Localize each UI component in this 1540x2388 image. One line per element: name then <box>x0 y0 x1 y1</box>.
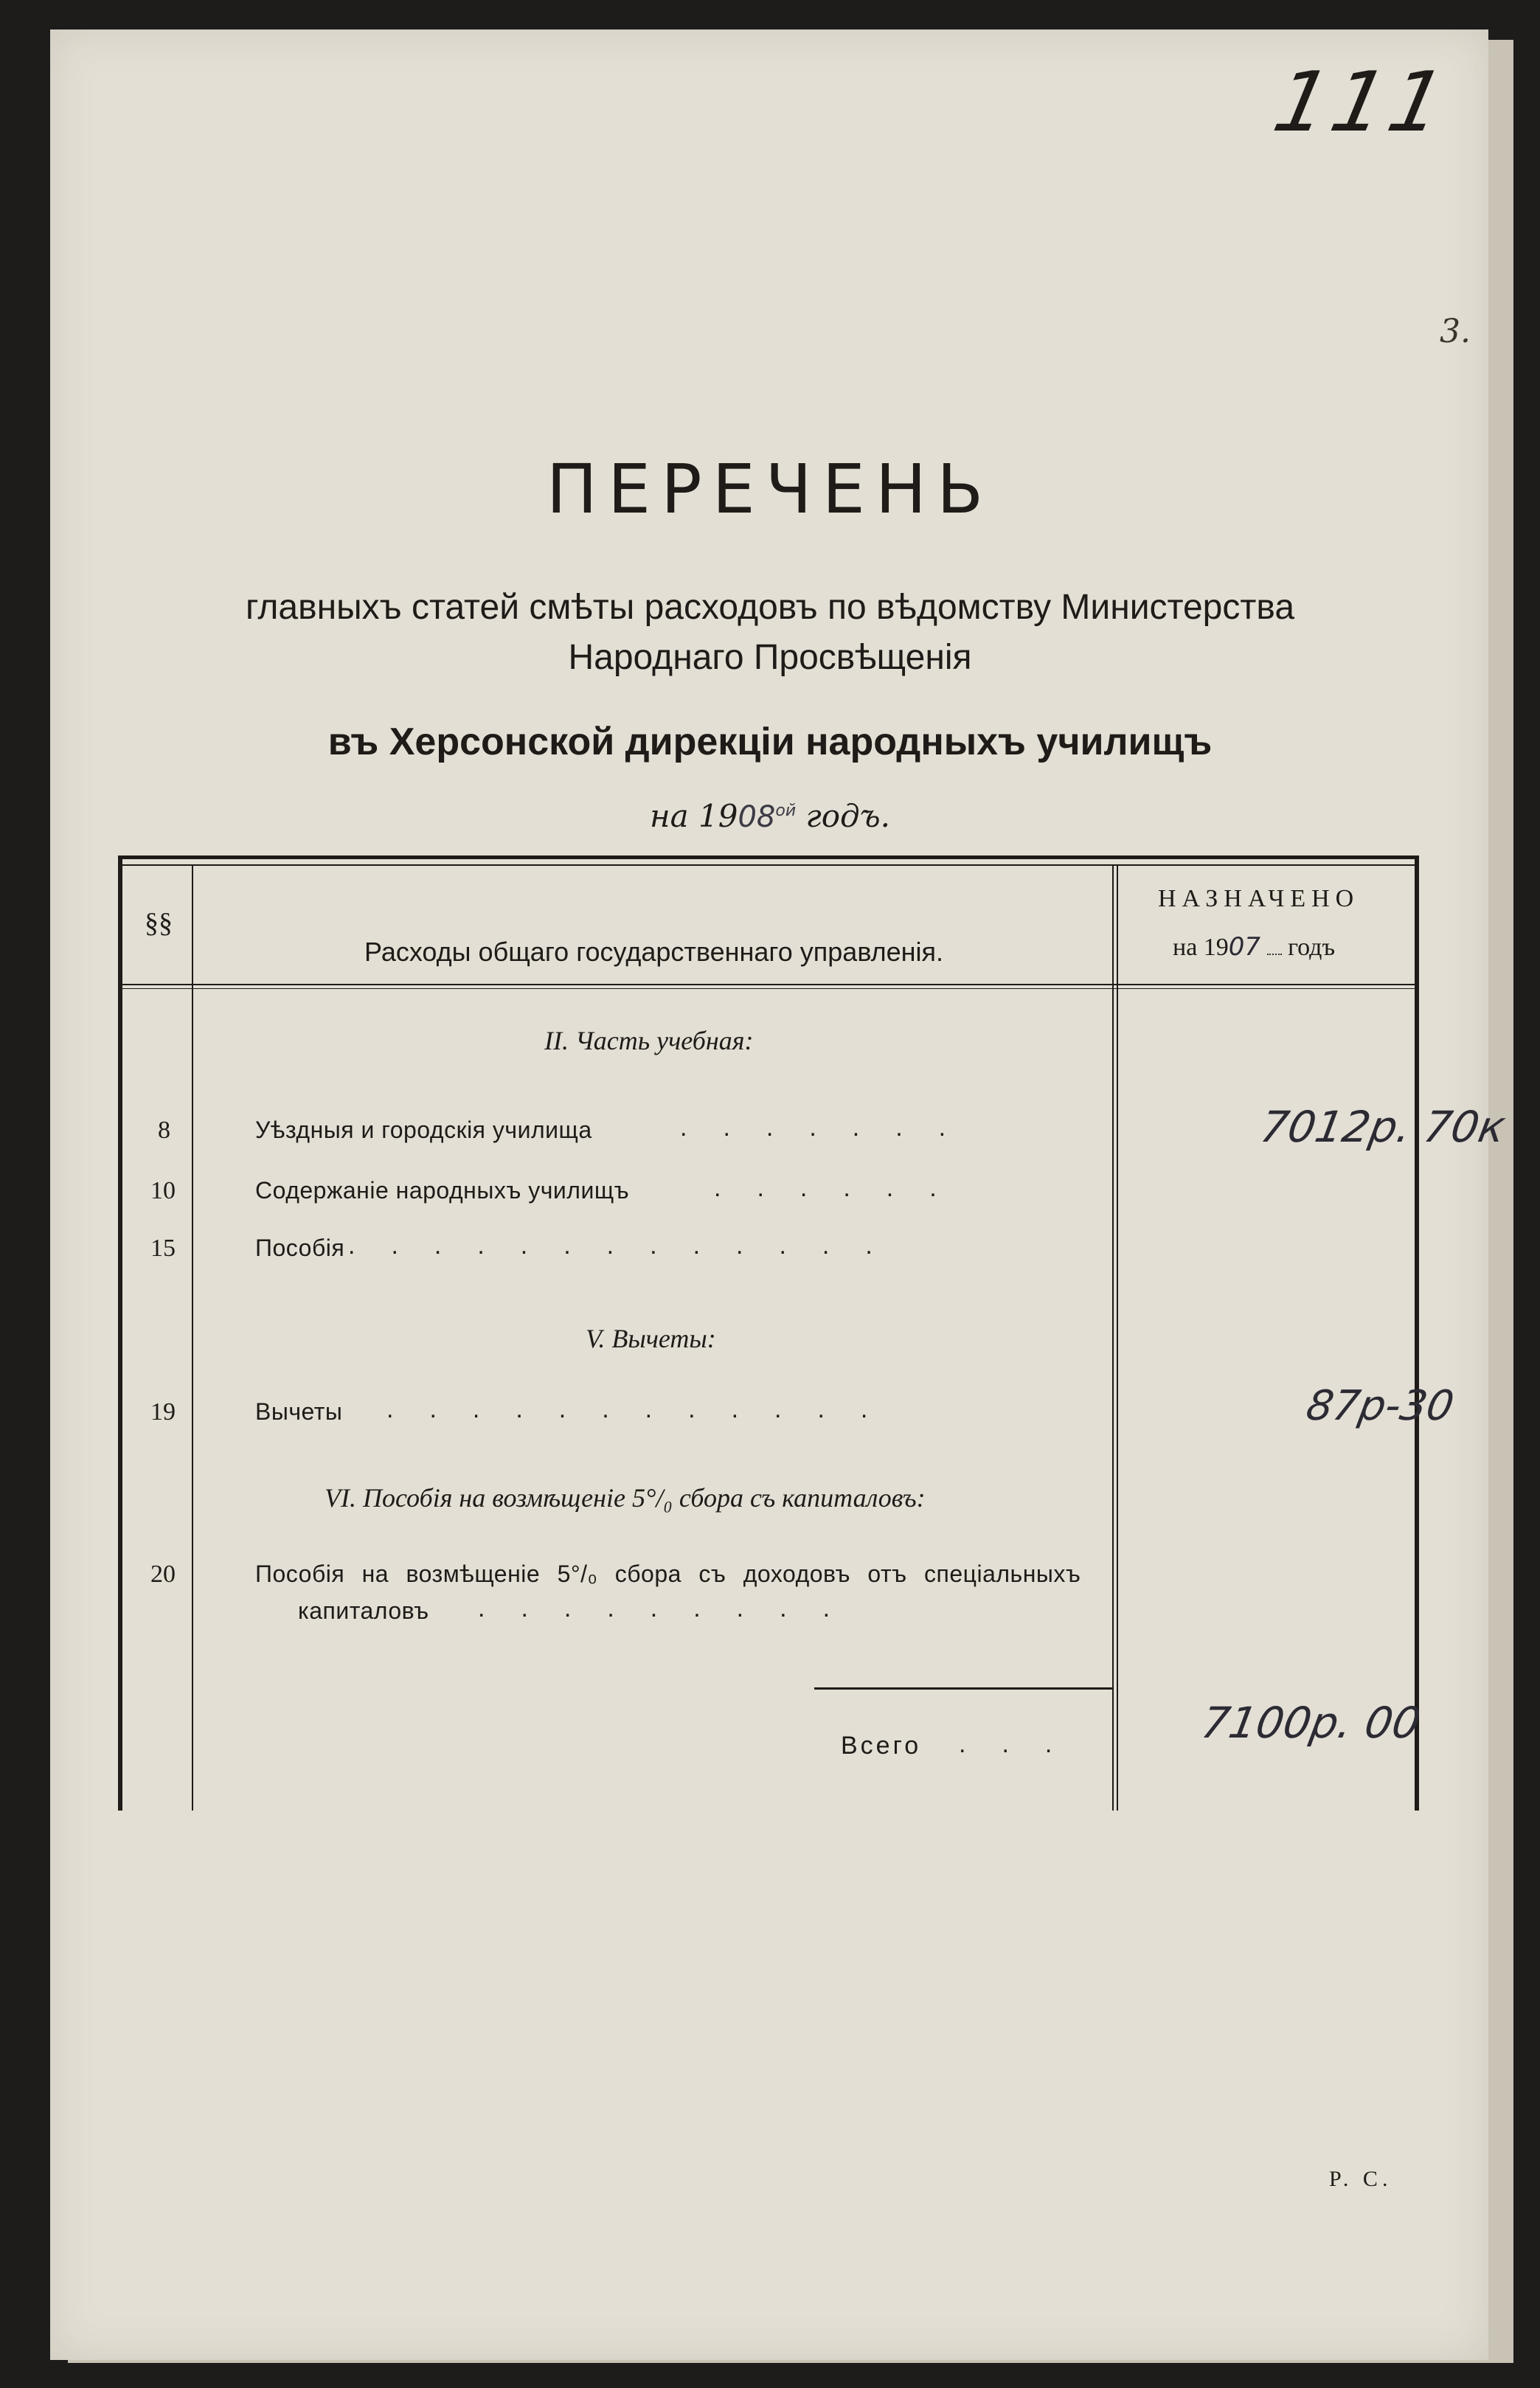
leader-dots: ...... <box>714 1174 973 1202</box>
pencil-page-number: 3. <box>1440 313 1471 350</box>
total-rule <box>814 1687 1112 1690</box>
leader-dots: ......... <box>478 1594 867 1622</box>
year-line <box>0 798 1540 834</box>
row-label-8: Уѣздныя и городскія училища <box>255 1117 592 1143</box>
year-handwritten: 08 <box>738 800 776 834</box>
total-amount: 7100р. 00 <box>1198 1698 1425 1748</box>
header-rule-b <box>122 988 1415 989</box>
row-amount-8: 7012р. 70к <box>1257 1102 1510 1152</box>
leader-dots: ............. <box>348 1232 909 1260</box>
section-heading-ii: II. Часть учебная: <box>544 1026 754 1055</box>
col-num-header: §§ <box>145 908 173 939</box>
row-num-15: 15 <box>150 1235 176 1262</box>
amount-year-hand: 07 <box>1228 932 1261 962</box>
subtitle-line-1: главныхъ статей смѣты расходовъ по вѣдомству Министерства <box>245 588 1295 627</box>
leader-dots: ............ <box>386 1395 904 1423</box>
row-amount-19: 87р-30 <box>1303 1382 1458 1430</box>
table-right-border <box>1415 855 1419 1811</box>
year-suffix: годъ. <box>805 798 890 834</box>
year-superscript: ой <box>775 802 797 820</box>
leader-dots: ....... <box>680 1114 982 1142</box>
table-top-rule-thin <box>118 864 1419 866</box>
row-num-19: 19 <box>150 1398 176 1426</box>
col-sep-amount-b <box>1117 866 1118 1811</box>
table-top-rule <box>118 855 1419 859</box>
row-label-10: Содержаніе народныхъ училищъ <box>255 1177 630 1204</box>
table-left-border <box>118 855 122 1811</box>
header-rule-a <box>122 984 1415 985</box>
row-label-15: Пособія <box>255 1235 345 1261</box>
col-amount-header-1: НАЗНАЧЕНО <box>1158 885 1360 912</box>
row-label-20-line1: Пособія на возмѣщеніе 5°/₀ сбора съ доходовъ отъ спеціальныхъ <box>255 1561 1081 1587</box>
row-label-19: Вычеты <box>255 1398 343 1425</box>
col-amount-header-2 <box>1173 932 1335 962</box>
row-num-8: 8 <box>158 1117 170 1144</box>
subtitle-line-2: Народнаго Просвѣщенія <box>568 638 972 677</box>
col-sep-amount-a <box>1112 866 1114 1811</box>
leader-dots: ... <box>959 1730 1089 1758</box>
section-heading-vi: VI. Пособія на возмѣщеніе 5°/₀ сбора съ капиталовъ: <box>325 1483 926 1513</box>
section-heading-v: V. Вычеты: <box>586 1324 716 1353</box>
amount-year-prefix: на 19 <box>1173 934 1229 961</box>
printer-mark: Р. С. <box>1329 2167 1392 2191</box>
amount-year-suffix: годъ <box>1288 934 1336 961</box>
folio-number: 111 <box>1266 55 1457 150</box>
document-title: ПЕРЕЧЕНЬ <box>546 450 994 529</box>
year-prefix: на 19 <box>649 798 738 834</box>
col-sep-num <box>192 866 193 1811</box>
subtitle-line-3: въ Херсонской дирекціи народныхъ училищъ <box>327 721 1213 763</box>
col-desc-header: Расходы общаго государственнаго управленія. <box>364 937 944 967</box>
row-num-20: 20 <box>150 1561 176 1588</box>
dotted-fill <box>1267 954 1282 955</box>
row-label-20-line2: капиталовъ <box>298 1597 429 1624</box>
total-label: Всего <box>841 1732 922 1760</box>
row-num-10: 10 <box>150 1177 176 1204</box>
